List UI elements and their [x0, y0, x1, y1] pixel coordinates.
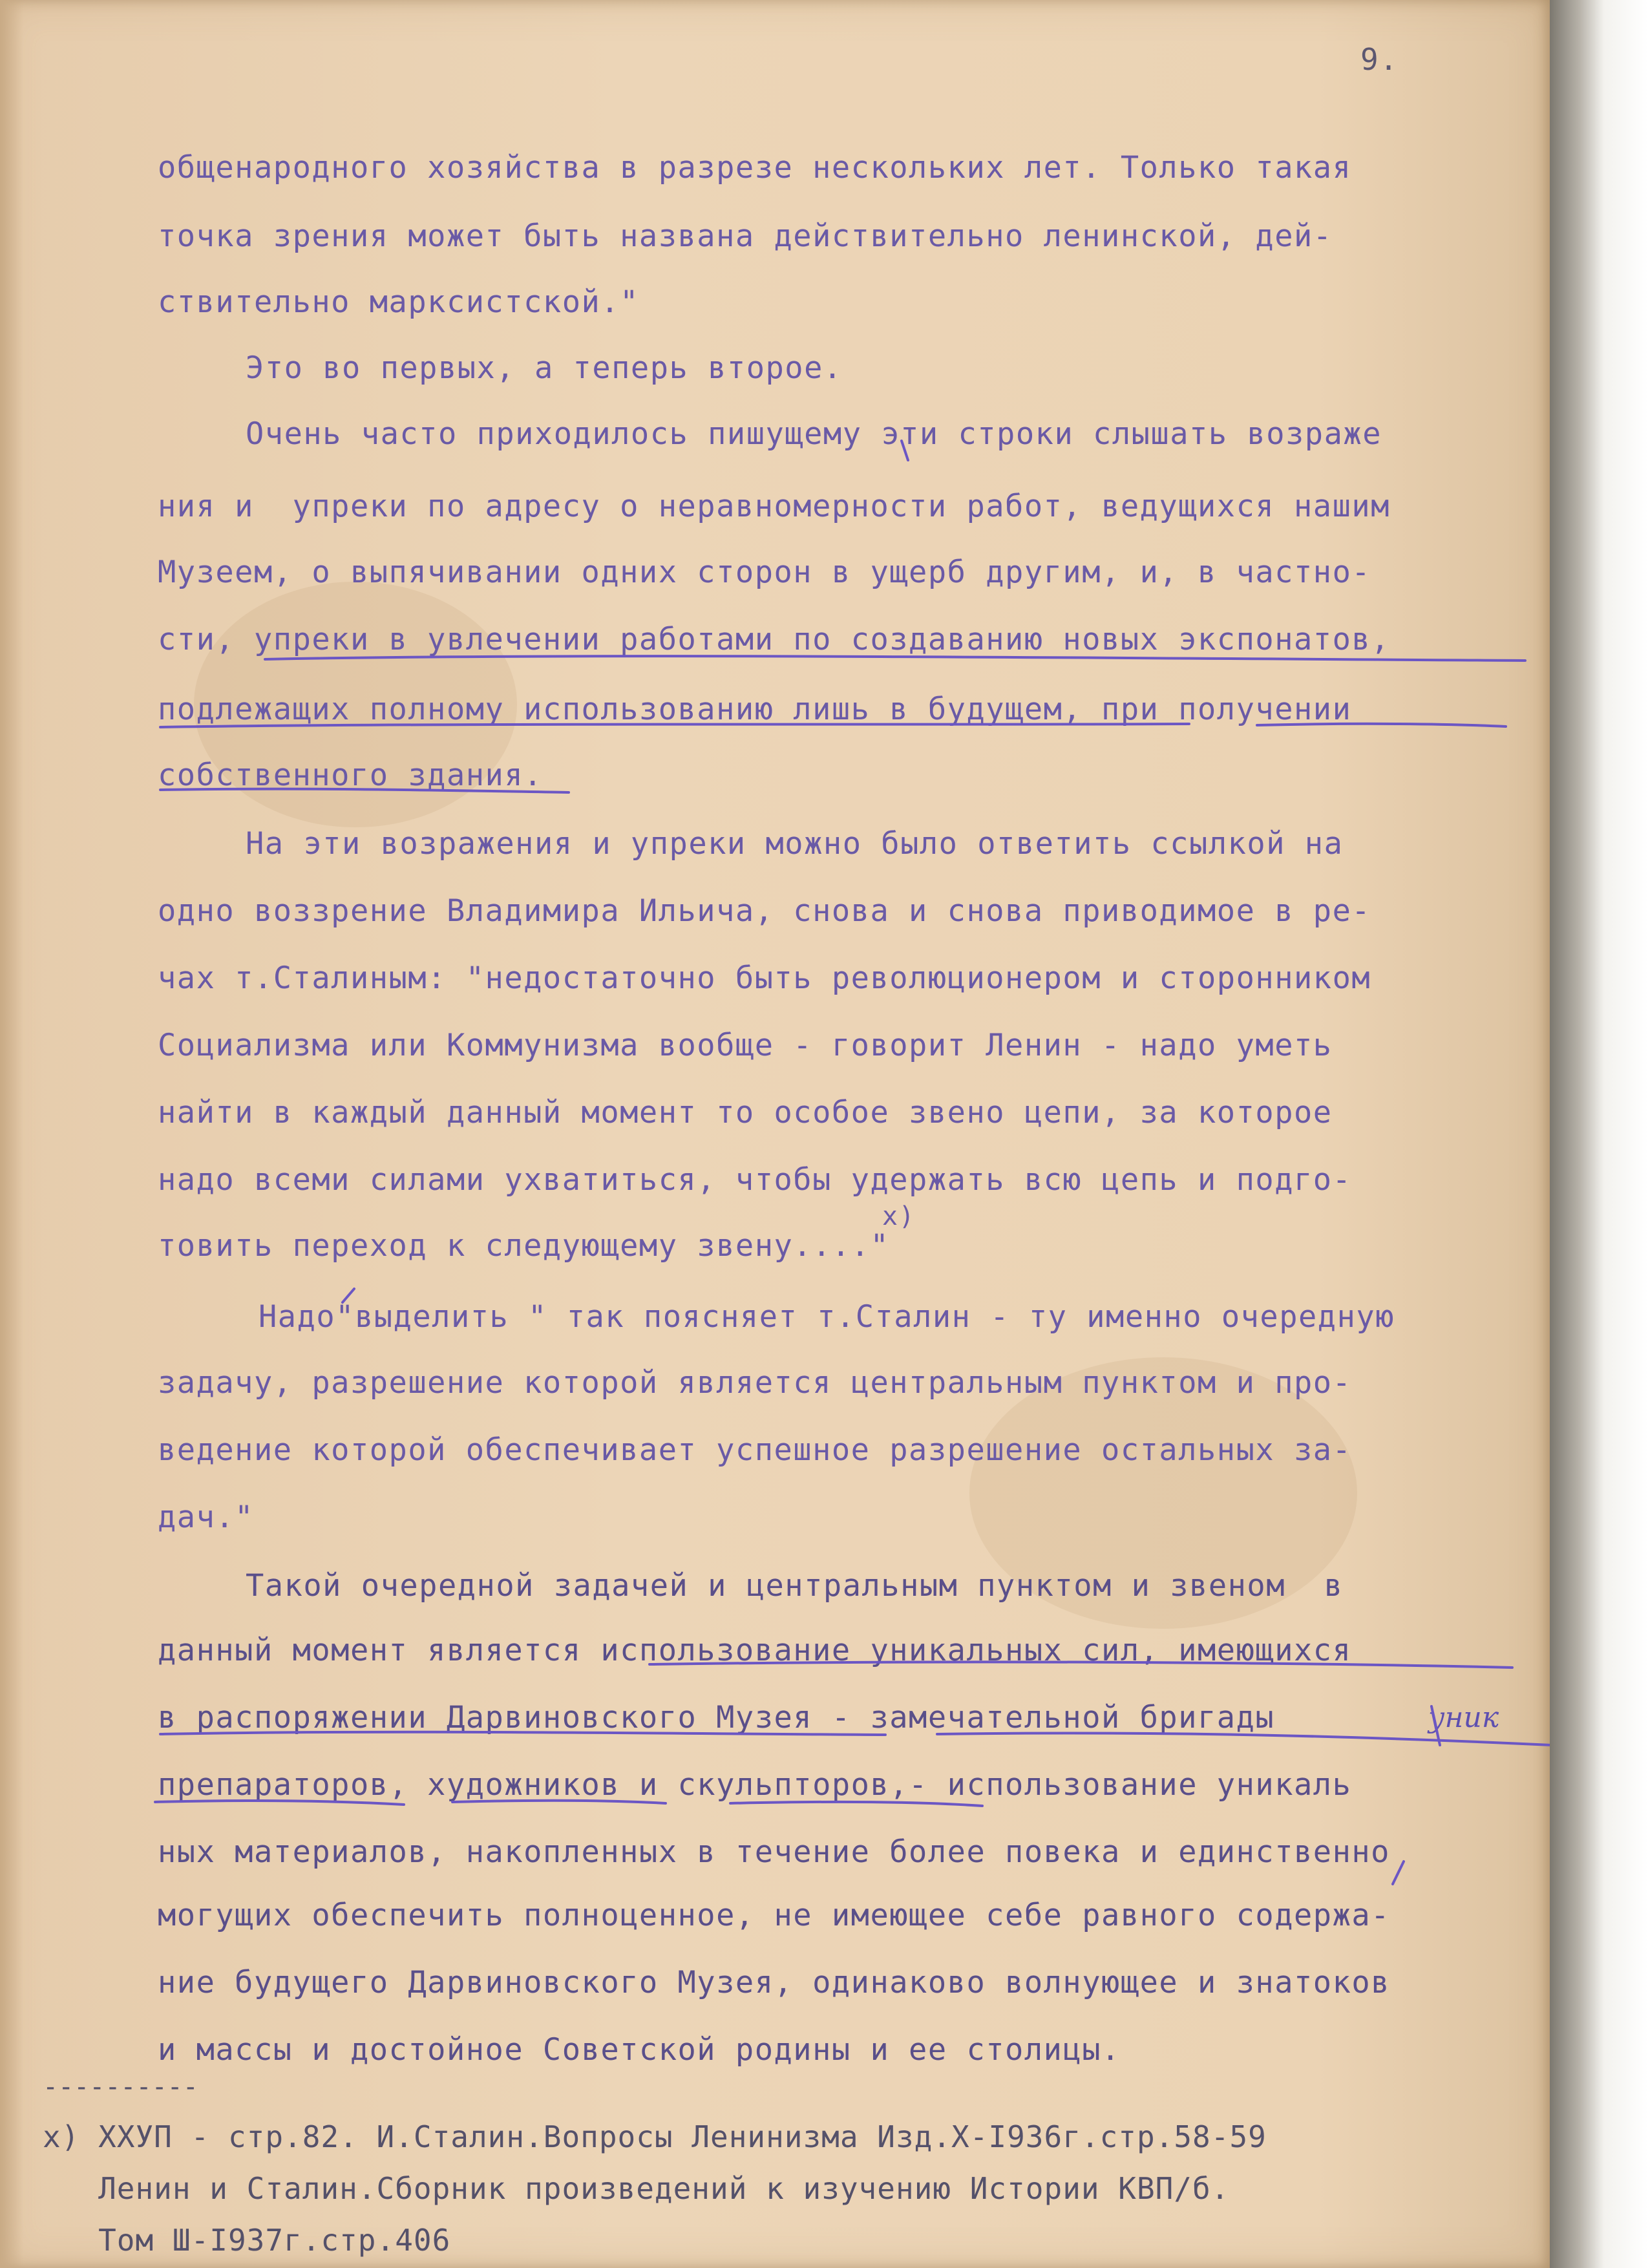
handwritten-insert: уник: [1428, 1701, 1499, 1734]
body-line: сти, упреки в увлечении работами по создаванию новых экспонатов,: [158, 622, 1390, 657]
body-line: собственного здания.: [158, 758, 543, 793]
scan-background-edge: [1550, 0, 1648, 2268]
footnote-line: x) XXУП - стр.82. И.Сталин.Вопросы Ленинизма Изд.X-I936г.стр.58-59: [43, 2119, 1267, 2154]
body-line: ведение которой обеспечивает успешное разрешение остальных за-: [158, 1432, 1352, 1468]
footnote-line: Том Ш-I937г.стр.406: [43, 2223, 451, 2258]
body-line: чах т.Сталиным: "недостаточно быть революционером и сторонником: [158, 960, 1371, 996]
body-line: общенародного хозяйства в разрезе нескольких лет. Только такая: [158, 150, 1352, 185]
body-line: Очень часто приходилось пишущему эти строки слышать возраже: [246, 416, 1382, 452]
body-line: Надо"выделить " так поясняет т.Сталин - ту именно очередную: [259, 1299, 1395, 1335]
footnote-line: Ленин и Сталин.Сборник произведений к изучению Истории КВП/б.: [43, 2171, 1230, 2206]
body-line: ния и упреки по адресу о неравномерности работ, ведущихся нашим: [158, 489, 1390, 524]
body-line: одно воззрение Владимира Ильича, снова и снова приводимое в ре-: [158, 893, 1371, 929]
body-line: данный момент является использование уникальных сил, имеющихся: [158, 1633, 1352, 1668]
body-line: Музеем, о выпячивании одних сторон в ущерб другим, и, в частно-: [158, 555, 1371, 590]
footnote-reference-marker: x): [882, 1202, 916, 1231]
body-line: дач.": [158, 1500, 254, 1535]
body-line: ние будущего Дарвиновского Музея, одинаково волнующее и знатоков: [158, 1965, 1390, 2000]
body-line: Это во первых, а теперь второе.: [246, 350, 843, 386]
body-line: и массы и достойное Советской родины и ее столицы.: [158, 2032, 1121, 2068]
body-line: задачу, разрешение которой является центральным пунктом и про-: [158, 1365, 1352, 1401]
page-fold-shadow: [0, 0, 23, 2268]
body-line: Такой очередной задачей и центральным пунктом и звеном в: [246, 1568, 1344, 1604]
body-line: найти в каждый данный момент то особое звено цепи, за которое: [158, 1095, 1333, 1130]
body-line: могущих обеспечить полноценное, не имеющее себе равного содержа-: [158, 1898, 1390, 1933]
body-line: надо всеми силами ухватиться, чтобы удержать всю цепь и подго-: [158, 1162, 1352, 1198]
body-line: в распоряжении Дарвиновского Музея - замечательной бригады: [158, 1700, 1275, 1735]
body-line: товить переход к следующему звену....": [158, 1228, 890, 1264]
body-line: точка зрения может быть названа действительно ленинской, дей-: [158, 218, 1333, 254]
footnote-rule: ----------: [43, 2072, 198, 2102]
page-number: 9.: [1360, 42, 1399, 77]
body-line: ных материалов, накопленных в течение более повека и единственно: [158, 1834, 1390, 1870]
correction-mark: [1393, 1861, 1404, 1884]
body-line: подлежащих полному использованию лишь в будущем, при получении: [158, 692, 1352, 727]
body-line: На эти возражения и упреки можно было ответить ссылкой на: [246, 826, 1344, 862]
body-line: ствительно марксистской.": [158, 284, 639, 320]
body-line: препараторов, художников и скульпторов,- использование уникаль: [158, 1767, 1352, 1803]
body-line: Социализма или Коммунизма вообще - говорит Ленин - надо уметь: [158, 1028, 1333, 1063]
